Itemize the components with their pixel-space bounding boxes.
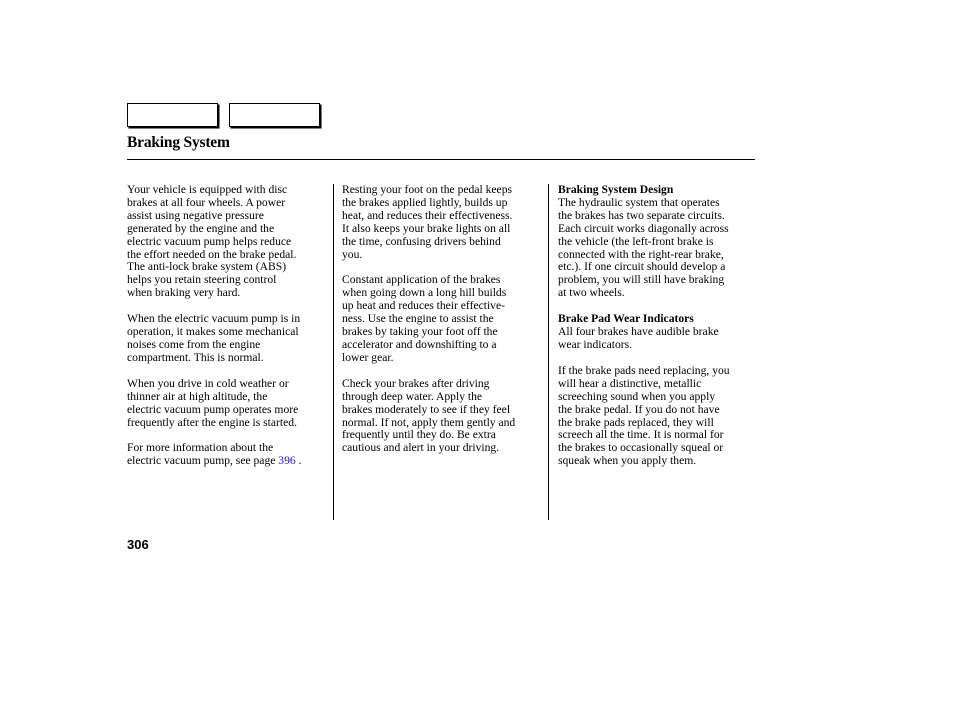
paragraph xyxy=(558,184,758,300)
paragraph xyxy=(558,313,758,352)
text-column-2 xyxy=(342,184,542,468)
text-line: will hear a distinctive, metallic xyxy=(558,376,702,390)
page-title: Braking System xyxy=(127,134,230,151)
title-rule xyxy=(127,159,755,160)
paragraph xyxy=(127,378,327,430)
text-line: screech all the time. It is normal for xyxy=(558,428,724,442)
text-fragment: electric vacuum pump, see page xyxy=(127,454,279,468)
paragraph xyxy=(342,184,542,261)
paragraph xyxy=(558,365,758,468)
text-line: connected with the right-rear brake, xyxy=(558,247,724,261)
text-line: the brakes has two separate circuits. xyxy=(558,208,725,222)
text-line: the brakes applied lightly, builds up xyxy=(342,195,508,209)
text-line: If the brake pads need replacing, you xyxy=(558,363,730,377)
text-line: when braking very hard. xyxy=(127,286,241,300)
text-line: Resting your foot on the pedal keeps xyxy=(342,183,513,196)
text-line: the brakes to occasionally squeal or xyxy=(558,441,724,455)
text-line: ness. Use the engine to assist the xyxy=(342,312,494,326)
paragraph xyxy=(342,274,542,364)
text-line: cautious and alert in your driving. xyxy=(342,441,500,455)
text-line: The hydraulic system that operates xyxy=(558,195,720,209)
text-line: thinner air at high altitude, the xyxy=(127,389,268,403)
text-line: frequently after the engine is started. xyxy=(127,415,297,429)
paragraph xyxy=(127,313,327,365)
text-line: electric vacuum pump operates more xyxy=(127,402,299,416)
text-line: etc.). If one circuit should develop a xyxy=(558,260,726,274)
text-line: It also keeps your brake lights on all xyxy=(342,221,511,235)
section-heading: Braking System Design xyxy=(558,183,674,196)
text-line: Each circuit works diagonally across xyxy=(558,221,729,235)
text-line: wear indicators. xyxy=(558,337,633,351)
text-line: you. xyxy=(342,247,363,261)
text-line: Check your brakes after driving xyxy=(342,376,490,390)
text-line: the effort needed on the brake pedal. xyxy=(127,247,297,261)
text-line: the vehicle (the left-front brake is xyxy=(558,234,714,248)
text-line: brakes by taking your foot off the xyxy=(342,325,498,339)
column-divider xyxy=(548,184,549,520)
text-line: screeching sound when you apply xyxy=(558,389,716,403)
text-line: frequently until they do. Be extra xyxy=(342,428,496,442)
text-line: compartment. This is normal. xyxy=(127,350,264,364)
text-line: when going down a long hill builds xyxy=(342,286,507,300)
paragraph xyxy=(127,184,327,300)
text-column-1 xyxy=(127,184,327,481)
text-line: squeak when you apply them. xyxy=(558,454,697,468)
text-line: the time, confusing drivers behind xyxy=(342,234,501,248)
page-link[interactable]: 396 xyxy=(278,454,296,468)
text-column-3 xyxy=(558,184,758,481)
text-line xyxy=(127,455,327,468)
text-line: accelerator and downshifting to a xyxy=(342,337,497,351)
text-line: The anti-lock brake system (ABS) xyxy=(127,260,287,274)
text-line: lower gear. xyxy=(342,350,394,364)
text-line: brakes moderately to see if they feel xyxy=(342,402,511,416)
nav-button-next[interactable] xyxy=(229,103,320,127)
text-line: heat, and reduces their effectiveness. xyxy=(342,208,513,222)
text-line: When you drive in cold weather or xyxy=(127,376,289,390)
text-line: generated by the engine and the xyxy=(127,221,275,235)
text-line: helps you retain steering control xyxy=(127,273,277,287)
text-line: assist using negative pressure xyxy=(127,208,264,222)
page-number: 306 xyxy=(127,537,149,552)
text-line: the brake pedal. If you do not have xyxy=(558,402,720,416)
text-fragment: . xyxy=(295,454,302,468)
text-line: the brake pads replaced, they will xyxy=(558,415,714,429)
text-line: problem, you will still have braking xyxy=(558,273,725,287)
text-line: noises come from the engine xyxy=(127,337,261,351)
paragraph xyxy=(342,378,542,455)
section-heading: Brake Pad Wear Indicators xyxy=(558,312,694,326)
text-line: Constant application of the brakes xyxy=(342,273,501,287)
text-line: For more information about the xyxy=(127,441,274,455)
nav-button-previous[interactable] xyxy=(127,103,218,127)
text-line: through deep water. Apply the xyxy=(342,389,483,403)
text-line: normal. If not, apply them gently and xyxy=(342,415,516,429)
text-line: at two wheels. xyxy=(558,286,625,300)
text-line: When the electric vacuum pump is in xyxy=(127,312,301,326)
text-line: Your vehicle is equipped with disc xyxy=(127,183,288,196)
text-line: All four brakes have audible brake xyxy=(558,325,719,339)
column-divider xyxy=(333,184,334,520)
text-line: electric vacuum pump helps reduce xyxy=(127,234,292,248)
text-line: operation, it makes some mechanical xyxy=(127,325,299,339)
text-line: brakes at all four wheels. A power xyxy=(127,195,286,209)
paragraph xyxy=(127,442,327,468)
text-line: up heat and reduces their effective- xyxy=(342,299,505,313)
